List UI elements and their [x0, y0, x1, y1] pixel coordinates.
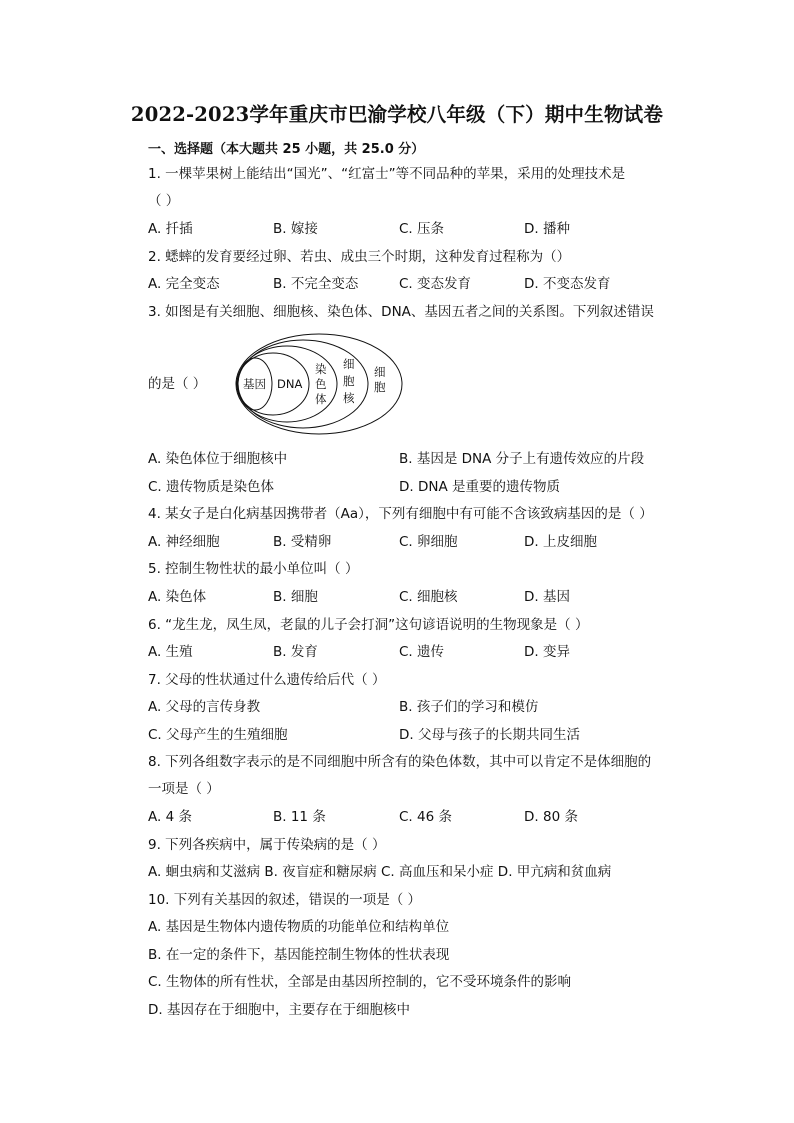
q5-option-b: B. 细胞 — [273, 589, 318, 605]
q7-option-d: D. 父母与孩子的长期共同生活 — [399, 727, 580, 743]
q8-option-d: D. 80 条 — [524, 809, 578, 825]
q2-option-b: B. 不完全变态 — [273, 276, 359, 292]
question-8-stem: 8. 下列各组数字表示的是不同细胞中所含有的染色体数，其中可以肯定不是体细胞的 — [148, 754, 652, 770]
q2-option-a: A. 完全变态 — [148, 276, 220, 292]
q10-option-b: B. 在一定的条件下，基因能控制生物体的性状表现 — [148, 947, 450, 963]
q1-option-c: C. 压条 — [399, 221, 445, 237]
nested-relationship-diagram — [235, 332, 405, 436]
q10-option-c: C. 生物体的所有性状，全部是由基因所控制的，它不受环境条件的影响 — [148, 974, 572, 990]
nested-ellipses-figure — [235, 332, 405, 436]
q5-option-d: D. 基因 — [524, 589, 570, 605]
label-chromosome: 染色体 — [315, 362, 327, 406]
label-nucleus: 细胞核 — [343, 357, 355, 405]
q4-option-c: C. 卵细胞 — [399, 534, 458, 550]
q7-option-b: B. 孩子们的学习和模仿 — [399, 699, 539, 715]
q5-option-c: C. 细胞核 — [399, 589, 458, 605]
question-2-stem: 2. 蟋蟀的发育要经过卵、若虫、成虫三个时期，这种发育过程称为（） — [148, 249, 571, 265]
label-cell: 细胞 — [374, 365, 386, 394]
question-9-stem: 9. 下列各疾病中，属于传染病的是（ ） — [148, 837, 386, 853]
q4-option-b: B. 受精卵 — [273, 534, 332, 550]
q8-option-c: C. 46 条 — [399, 809, 452, 825]
q2-option-c: C. 变态发育 — [399, 276, 472, 292]
q8-option-a: A. 4 条 — [148, 809, 192, 825]
q4-option-d: D. 上皮细胞 — [524, 534, 597, 550]
q4-option-a: A. 神经细胞 — [148, 534, 220, 550]
q1-option-a: A. 扦插 — [148, 221, 193, 237]
q3-option-c: C. 遗传物质是染色体 — [148, 479, 275, 495]
question-1-stem-cont: （ ） — [148, 193, 180, 209]
question-1-stem: 1. 一棵苹果树上能结出“国光”、“红富士”等不同品种的苹果，采用的处理技术是 — [148, 166, 626, 182]
q3-option-b: B. 基因是 DNA 分子上有遗传效应的片段 — [399, 451, 645, 467]
q6-option-d: D. 变异 — [524, 644, 570, 660]
question-3-stem-cont: 的是（ ） — [148, 376, 207, 392]
q5-option-a: A. 染色体 — [148, 589, 207, 605]
q6-option-b: B. 发育 — [273, 644, 318, 660]
q6-option-c: C. 遗传 — [399, 644, 445, 660]
q6-option-a: A. 生殖 — [148, 644, 193, 660]
question-4-stem: 4. 某女子是白化病基因携带者（Aa），下列有细胞中有可能不含该致病基因的是（ ） — [148, 506, 653, 522]
question-8-stem-cont: 一项是（ ） — [148, 781, 220, 797]
q8-option-b: B. 11 条 — [273, 809, 326, 825]
q1-option-d: D. 播种 — [524, 221, 570, 237]
q10-option-d: D. 基因存在于细胞中，主要存在于细胞核中 — [148, 1002, 410, 1018]
label-gene: 基因 — [243, 377, 266, 391]
q7-option-a: A. 父母的言传身教 — [148, 699, 261, 715]
question-5-stem: 5. 控制生物性状的最小单位叫（ ） — [148, 561, 359, 577]
question-7-stem: 7. 父母的性状通过什么遗传给后代（ ） — [148, 672, 386, 688]
question-3-stem: 3. 如图是有关细胞、细胞核、染色体、DNA、基因五者之间的关系图。下列叙述错误 — [148, 304, 654, 320]
q3-option-d: D. DNA 是重要的遗传物质 — [399, 479, 560, 495]
q1-option-b: B. 嫁接 — [273, 221, 318, 237]
q9-options-line: A. 蛔虫病和艾滋病 B. 夜盲症和糖尿病 C. 高血压和呆小症 D. 甲亢病和贫血病 — [148, 864, 612, 880]
section-heading: 一、选择题（本大题共 25 小题，共 25.0 分） — [148, 142, 425, 157]
q7-option-c: C. 父母产生的生殖细胞 — [148, 727, 288, 743]
label-dna: DNA — [277, 377, 303, 391]
question-10-stem: 10. 下列有关基因的叙述，错误的一项是（ ） — [148, 892, 422, 908]
page-title: 2022-2023学年重庆市巴渝学校八年级（下）期中生物试卷 — [130, 103, 664, 126]
question-6-stem: 6. “龙生龙，凤生凤，老鼠的儿子会打洞”这句谚语说明的生物现象是（ ） — [148, 617, 589, 633]
q2-option-d: D. 不变态发育 — [524, 276, 611, 292]
q3-option-a: A. 染色体位于细胞核中 — [148, 451, 288, 467]
q10-option-a: A. 基因是生物体内遗传物质的功能单位和结构单位 — [148, 919, 450, 935]
